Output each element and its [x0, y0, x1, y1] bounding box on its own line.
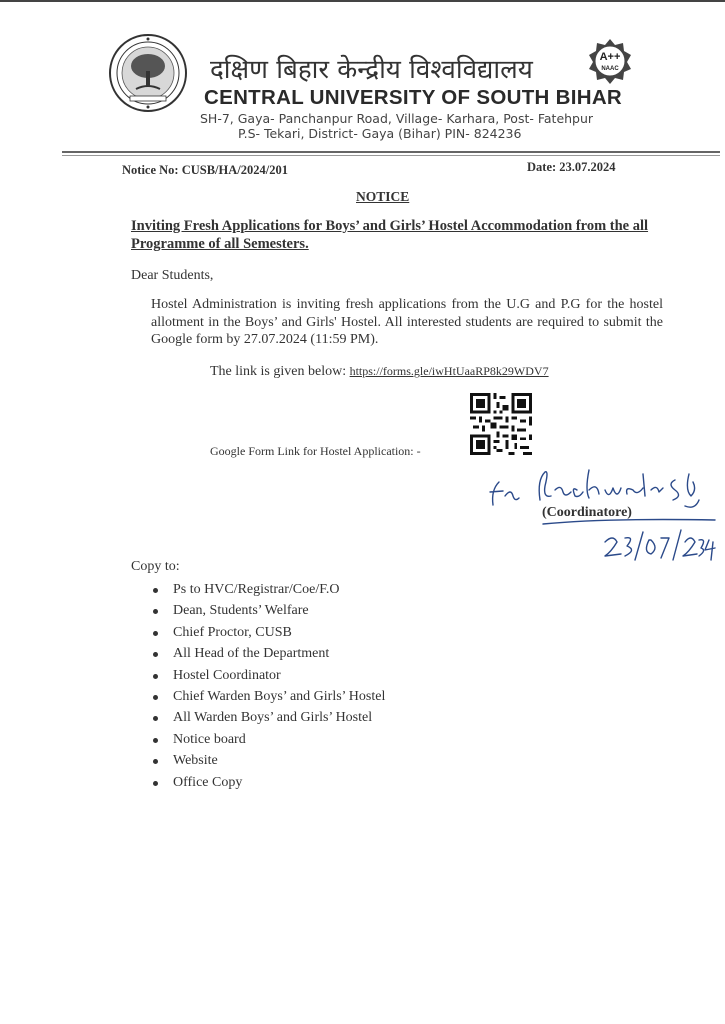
- notice-body: Hostel Administration is inviting fresh applications from the U.G and P.G for the hostel allotment in the Boys’ and Girls' Hostel. All interested students are required to submit the Google form by 27.07.2024 (11:59 PM).: [151, 297, 663, 347]
- list-item: Office Copy: [153, 772, 385, 793]
- header-divider: [62, 151, 720, 153]
- university-emblem-logo: [108, 33, 188, 113]
- list-item: Ps to HVC/Registrar/Coe/F.O: [153, 579, 385, 600]
- address-line-1: SH-7, Gaya- Panchanpur Road, Village- Karhara, Post- Fatehpur: [200, 111, 594, 126]
- link-intro: The link is given below:: [210, 364, 350, 379]
- list-item: Hostel Coordinator: [153, 665, 385, 686]
- list-item: All Warden Boys’ and Girls’ Hostel: [153, 707, 385, 728]
- address-line-2: P.S- Tekari, District- Gaya (Bihar) PIN- 824236: [238, 126, 522, 141]
- qr-code-image[interactable]: [470, 393, 532, 455]
- form-link-label: Google Form Link for Hostel Application: -: [210, 444, 421, 458]
- link-line: [210, 364, 549, 380]
- header-divider-thin: [62, 155, 720, 156]
- university-name-english: CENTRAL UNIVERSITY OF SOUTH BIHAR: [204, 86, 623, 109]
- list-item: Dean, Students’ Welfare: [153, 600, 385, 621]
- naac-label: NAAC: [601, 66, 619, 72]
- list-item: All Head of the Department: [153, 643, 385, 664]
- google-form-link[interactable]: https://forms.gle/iwHtUaaRP8k29WDV7: [349, 364, 549, 378]
- notice-title: NOTICE: [356, 189, 410, 204]
- signatory-role: (Coordinatore): [542, 505, 632, 520]
- notice-subject: Inviting Fresh Applications for Boys’ and Girls’ Hostel Accommodation from the all Programme of all Semesters.: [131, 218, 649, 252]
- list-item: Chief Warden Boys’ and Girls’ Hostel: [153, 686, 385, 707]
- naac-badge-logo: [586, 37, 634, 85]
- university-name-hindi: दक्षिण बिहार केन्द्रीय विश्वविद्यालय: [210, 55, 533, 85]
- copy-to-list: [153, 579, 385, 793]
- top-border: [0, 0, 725, 2]
- list-item: Chief Proctor, CUSB: [153, 622, 385, 643]
- notice-number: Notice No: CUSB/HA/2024/201: [122, 163, 288, 177]
- list-item: Website: [153, 750, 385, 771]
- salutation: Dear Students,: [131, 268, 214, 283]
- copy-to-heading: Copy to:: [131, 559, 180, 574]
- naac-grade: A++: [599, 51, 621, 63]
- list-item: Notice board: [153, 729, 385, 750]
- notice-date: Date: 23.07.2024: [527, 160, 616, 174]
